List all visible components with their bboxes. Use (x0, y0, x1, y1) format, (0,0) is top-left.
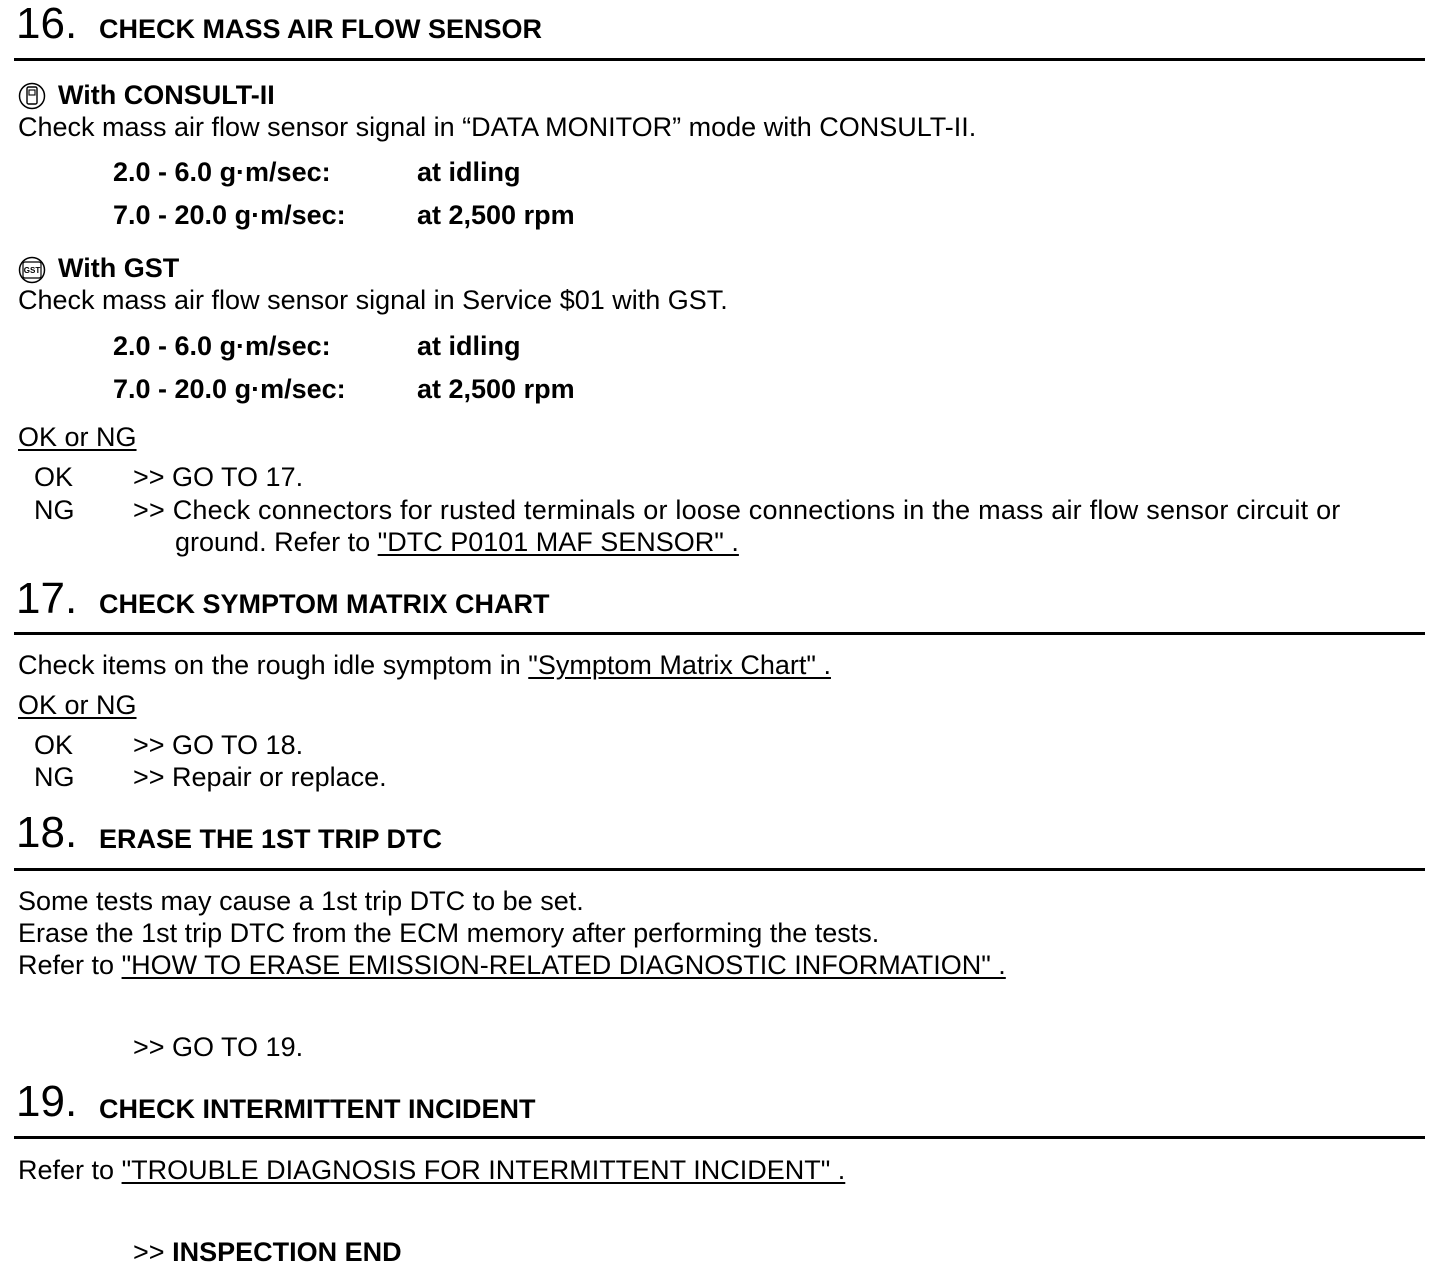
intermittent-reference-prefix: Refer to (18, 1155, 115, 1185)
spec-value: 7.0 - 20.0 g·m/sec: (113, 200, 346, 230)
step-title: CHECK INTERMITTENT INCIDENT (99, 1094, 536, 1124)
step-title: CHECK SYMPTOM MATRIX CHART (99, 589, 550, 619)
step-number: 16. (16, 0, 78, 48)
section-divider (14, 868, 1425, 871)
spec-condition: at idling (417, 157, 521, 187)
ok-label: OK (34, 462, 74, 492)
ng-label: NG (34, 495, 75, 525)
next-step-action: >> GO TO 19. (133, 1032, 304, 1062)
erase-reference-prefix: Refer to (18, 950, 115, 980)
ok-action: >> GO TO 17. (133, 462, 304, 492)
symptom-instruction-prefix: Check items on the rough idle symptom in (18, 650, 521, 680)
section-divider (14, 632, 1425, 635)
spec-condition: at idling (417, 331, 521, 361)
ng-action: >> Repair or replace. (133, 762, 387, 792)
symptom-matrix-link[interactable]: "Symptom Matrix Chart" . (528, 650, 831, 680)
ok-action: >> GO TO 18. (133, 730, 304, 760)
consult-heading: With CONSULT-II (58, 80, 275, 110)
section-divider (14, 58, 1425, 61)
end-arrow: >> (133, 1237, 165, 1267)
ok-label: OK (34, 730, 74, 760)
spec-value: 2.0 - 6.0 g·m/sec: (113, 157, 331, 187)
inspection-end (133, 1236, 402, 1268)
ng-action: >> Check connectors for rusted terminals or loose connections in the mass air flow sensor circuit or (133, 495, 1341, 525)
gst-instruction: Check mass air flow sensor signal in Service $01 with GST. (18, 285, 728, 315)
spec-condition: at 2,500 rpm (417, 200, 575, 230)
intermittent-incident-link[interactable]: "TROUBLE DIAGNOSIS FOR INTERMITTENT INCIDENT" . (121, 1155, 846, 1185)
ok-or-ng-label: OK or NG (18, 690, 137, 720)
ng-action-continued (175, 526, 739, 558)
erase-reference (18, 949, 1006, 981)
gst-icon-label: GST (23, 266, 41, 275)
section-divider (14, 1136, 1425, 1139)
ng-label: NG (34, 762, 75, 792)
ng-action-prefix: ground. Refer to (175, 527, 371, 557)
dtc-p0101-link[interactable]: "DTC P0101 MAF SENSOR" . (377, 527, 739, 557)
ok-or-ng-label: OK or NG (18, 422, 137, 452)
intermittent-reference (18, 1154, 845, 1186)
step-title: CHECK MASS AIR FLOW SENSOR (99, 14, 543, 44)
spec-condition: at 2,500 rpm (417, 374, 575, 404)
gst-icon (18, 256, 46, 284)
step-number: 19. (16, 1077, 78, 1126)
erase-text-line: Erase the 1st trip DTC from the ECM memory after performing the tests. (18, 918, 880, 948)
erase-emission-info-link[interactable]: "HOW TO ERASE EMISSION-RELATED DIAGNOSTIC INFORMATION" . (121, 950, 1006, 980)
spec-value: 7.0 - 20.0 g·m/sec: (113, 374, 346, 404)
step-number: 17. (16, 574, 78, 623)
inspection-end-label: INSPECTION END (172, 1237, 402, 1267)
symptom-instruction (18, 649, 831, 681)
consult-icon (18, 82, 46, 110)
erase-text-line: Some tests may cause a 1st trip DTC to be set. (18, 886, 584, 916)
spec-value: 2.0 - 6.0 g·m/sec: (113, 331, 331, 361)
gst-heading: With GST (58, 253, 180, 283)
step-title: ERASE THE 1ST TRIP DTC (99, 824, 443, 854)
consult-instruction: Check mass air flow sensor signal in “DATA MONITOR” mode with CONSULT-II. (18, 112, 977, 142)
step-number: 18. (16, 808, 78, 857)
